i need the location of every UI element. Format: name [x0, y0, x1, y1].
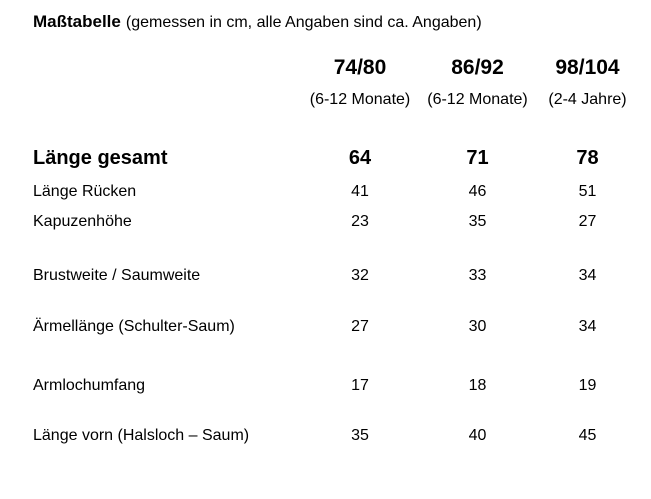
measurement-value: 30 [468, 318, 487, 335]
size-header-row [0, 57, 651, 79]
age-header-row [0, 90, 651, 110]
table-row-laenge-vorn [0, 426, 651, 446]
measurement-value: 40 [468, 427, 487, 444]
column-header-age-3: (2-4 Jahre) [548, 91, 627, 108]
column-header-age-1: (6-12 Monate) [309, 91, 411, 108]
table-title: Maßtabelle [33, 12, 121, 31]
table-row-laenge-gesamt [0, 146, 651, 170]
measurement-value: 33 [468, 267, 487, 284]
measurement-value: 18 [468, 377, 487, 394]
table-title-note: (gemessen in cm, alle Angaben sind ca. Angaben) [125, 14, 482, 31]
measurement-label: Brustweite / Saumweite [33, 267, 201, 284]
measurement-value: 64 [348, 147, 372, 169]
measurement-label: Länge Rücken [33, 183, 137, 200]
table-row-brustweite [0, 266, 651, 286]
measurement-value: 27 [351, 318, 369, 335]
measurement-value: 35 [468, 213, 487, 230]
measurement-label: Kapuzenhöhe [33, 213, 132, 230]
table-row-armlochumfang [0, 376, 651, 396]
measurement-label: Länge gesamt [33, 147, 168, 169]
measurement-label: Armlochumfang [33, 377, 146, 394]
column-header-age-2: (6-12 Monate) [427, 91, 528, 108]
measurement-value: 45 [578, 427, 597, 444]
column-header-size-2: 86/92 [451, 56, 504, 79]
measurement-value: 71 [466, 147, 489, 169]
measurement-value: 23 [351, 213, 369, 230]
measurement-label: Ärmellänge (Schulter-Saum) [33, 318, 235, 335]
page-title [0, 12, 651, 32]
measurement-value: 34 [578, 318, 597, 335]
measurement-value: 51 [578, 183, 597, 200]
measurement-value: 78 [576, 147, 599, 169]
measurement-value: 27 [578, 213, 597, 230]
measurement-label: Länge vorn (Halsloch – Saum) [33, 427, 250, 444]
measurement-value: 35 [351, 427, 369, 444]
measurement-value: 41 [351, 183, 369, 200]
table-row-kapuzenhoehe [0, 212, 651, 232]
measurement-value: 32 [351, 267, 369, 284]
column-header-size-3: 98/104 [555, 56, 620, 79]
table-row-laenge-ruecken [0, 182, 651, 202]
measurement-value: 46 [468, 183, 487, 200]
measurement-value: 17 [351, 377, 369, 394]
measurement-value: 19 [578, 377, 597, 394]
measurement-value: 34 [578, 267, 597, 284]
column-header-size-1: 74/80 [333, 56, 387, 79]
table-row-aermellaenge [0, 317, 651, 337]
